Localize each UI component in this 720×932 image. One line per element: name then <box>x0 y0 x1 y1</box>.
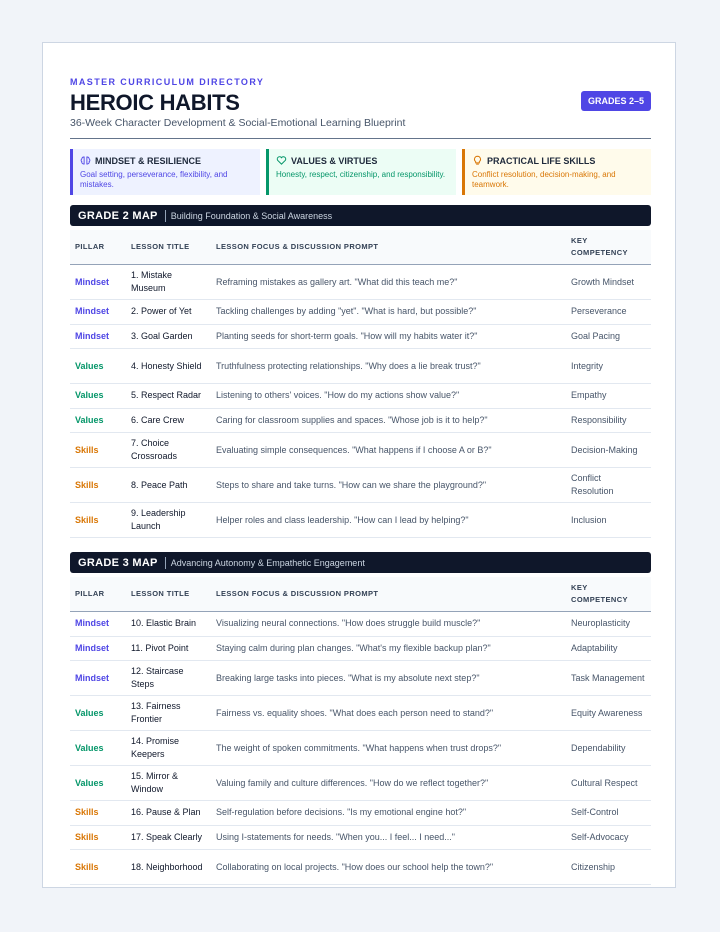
lesson-title-cell: 7. Choice Crossroads <box>126 433 211 468</box>
table-row <box>70 766 651 801</box>
lesson-focus-cell: Fairness vs. equality shoes. "What does each person need to stand?" <box>211 696 566 731</box>
column-header-competency: KEY COMPETENCY <box>566 230 651 265</box>
competency-cell: Goal Pacing <box>566 324 651 349</box>
competency-cell: Self-Control <box>566 801 651 826</box>
lesson-title-cell: 17. Speak Clearly <box>126 825 211 850</box>
lesson-title-cell: 6. Care Crew <box>126 408 211 433</box>
table-row <box>70 300 651 325</box>
pillar-cell: Skills <box>70 468 126 503</box>
competency-cell: Cultural Respect <box>566 766 651 801</box>
lesson-title-cell: 4. Honesty Shield <box>126 349 211 384</box>
pillar-card-skills <box>462 149 651 195</box>
grade-3-band <box>70 552 651 573</box>
lesson-focus-cell: Caring for classroom supplies and spaces. "Whose job is it to help?" <box>211 408 566 433</box>
lesson-title-cell: 5. Respect Radar <box>126 384 211 409</box>
pillar-cell: Mindset <box>70 265 126 300</box>
lesson-focus-cell: Listening to others' voices. "How do my actions show value?" <box>211 384 566 409</box>
pillar-legend <box>70 149 651 195</box>
table-row <box>70 801 651 826</box>
lesson-focus-cell: Steps to share and take turns. "How can we share the playground?" <box>211 468 566 503</box>
column-header-lesson: LESSON TITLE <box>126 230 211 265</box>
pillar-cell: Values <box>70 696 126 731</box>
table-row <box>70 384 651 409</box>
lesson-focus-cell: The weight of spoken commitments. "What happens when trust drops?" <box>211 731 566 766</box>
table-row <box>70 636 651 661</box>
grade-3-subtitle: Advancing Autonomy & Empathetic Engagement <box>170 557 365 568</box>
pillar-cell: Values <box>70 408 126 433</box>
lesson-focus-cell: Helper roles and class leadership. "How can I lead by helping?" <box>211 503 566 538</box>
pillar-cell: Mindset <box>70 661 126 696</box>
competency-cell: Adaptability <box>566 636 651 661</box>
competency-cell: Equity Awareness <box>566 696 651 731</box>
lesson-focus-cell: Visualizing neural connections. "How does struggle build muscle?" <box>211 612 566 637</box>
lesson-title-cell: 16. Pause & Plan <box>126 801 211 826</box>
grade-2-band <box>70 205 651 226</box>
lesson-title-cell: 9. Leadership Launch <box>126 503 211 538</box>
grade-2-title: GRADE 2 MAP <box>78 209 158 222</box>
competency-cell: Self-Advocacy <box>566 825 651 850</box>
table-row <box>70 468 651 503</box>
eyebrow-label: MASTER CURRICULUM DIRECTORY <box>70 77 265 87</box>
lesson-title-cell: 13. Fairness Frontier <box>126 696 211 731</box>
table-row <box>70 265 651 300</box>
column-header-focus: LESSON FOCUS & DISCUSSION PROMPT <box>211 577 566 612</box>
competency-cell: Responsibility <box>566 408 651 433</box>
band-divider <box>165 210 166 222</box>
grade-3-title: GRADE 3 MAP <box>78 556 158 569</box>
pillar-cell: Mindset <box>70 612 126 637</box>
table-row <box>70 612 651 637</box>
table-row <box>70 349 651 384</box>
lesson-focus-cell: Breaking large tasks into pieces. "What is my absolute next step?" <box>211 661 566 696</box>
lesson-title-cell: 1. Mistake Museum <box>126 265 211 300</box>
lesson-focus-cell: Collaborating on local projects. "How does our school help the town?" <box>211 850 566 885</box>
lesson-title-cell: 15. Mirror & Window <box>126 766 211 801</box>
pillar-cell: Skills <box>70 433 126 468</box>
page-title: HEROIC HABITS <box>70 90 240 115</box>
grade-3-table <box>70 577 651 885</box>
pillar-cell: Values <box>70 731 126 766</box>
header-divider <box>70 138 651 139</box>
lesson-focus-cell: Planting seeds for short-term goals. "How will my habits water it?" <box>211 324 566 349</box>
curriculum-page <box>42 42 676 888</box>
competency-cell: Integrity <box>566 349 651 384</box>
table-row <box>70 433 651 468</box>
table-row <box>70 825 651 850</box>
competency-cell: Dependability <box>566 731 651 766</box>
pillar-card-values <box>266 149 456 195</box>
pillar-name: PRACTICAL LIFE SKILLS <box>487 155 596 166</box>
table-row <box>70 850 651 885</box>
pillar-cell: Values <box>70 384 126 409</box>
competency-cell: Citizenship <box>566 850 651 885</box>
competency-cell: Conflict Resolution <box>566 468 651 503</box>
heart-icon <box>276 155 287 166</box>
lesson-focus-cell: Valuing family and culture differences. "How do we reflect together?" <box>211 766 566 801</box>
lesson-title-cell: 14. Promise Keepers <box>126 731 211 766</box>
column-header-lesson: LESSON TITLE <box>126 577 211 612</box>
pillar-card-mindset <box>70 149 260 195</box>
table-header-row <box>70 577 651 612</box>
table-row <box>70 408 651 433</box>
competency-cell: Decision-Making <box>566 433 651 468</box>
lesson-title-cell: 8. Peace Path <box>126 468 211 503</box>
lesson-title-cell: 2. Power of Yet <box>126 300 211 325</box>
table-row <box>70 731 651 766</box>
competency-cell: Perseverance <box>566 300 651 325</box>
lesson-focus-cell: Evaluating simple consequences. "What happens if I choose A or B?" <box>211 433 566 468</box>
column-header-pillar: PILLAR <box>70 577 126 612</box>
table-row <box>70 661 651 696</box>
competency-cell: Empathy <box>566 384 651 409</box>
pillar-description: Goal setting, perseverance, flexibility, and mistakes. <box>80 170 228 189</box>
grade-2-subtitle: Building Foundation & Social Awareness <box>170 210 333 221</box>
grades-badge: GRADES 2–5 <box>581 91 651 111</box>
lesson-focus-cell: Tackling challenges by adding "yet". "What is hard, but possible?" <box>211 300 566 325</box>
lesson-title-cell: 11. Pivot Point <box>126 636 211 661</box>
competency-cell: Neuroplasticity <box>566 612 651 637</box>
pillar-cell: Skills <box>70 850 126 885</box>
pillar-cell: Values <box>70 349 126 384</box>
lesson-focus-cell: Truthfulness protecting relationships. "Why does a lie break trust?" <box>211 349 566 384</box>
pillar-description: Conflict resolution, decision-making, and teamwork. <box>472 170 616 189</box>
lesson-title-cell: 3. Goal Garden <box>126 324 211 349</box>
lesson-focus-cell: Staying calm during plan changes. "What's my flexible backup plan?" <box>211 636 566 661</box>
lesson-focus-cell: Reframing mistakes as gallery art. "What did this teach me?" <box>211 265 566 300</box>
competency-cell: Inclusion <box>566 503 651 538</box>
lesson-title-cell: 10. Elastic Brain <box>126 612 211 637</box>
competency-cell: Task Management <box>566 661 651 696</box>
pillar-cell: Values <box>70 766 126 801</box>
grade-3-rows <box>70 612 651 885</box>
pillar-cell: Skills <box>70 503 126 538</box>
pillar-cell: Skills <box>70 801 126 826</box>
pillar-cell: Mindset <box>70 300 126 325</box>
lesson-focus-cell: Self-regulation before decisions. "Is my emotional engine hot?" <box>211 801 566 826</box>
table-row <box>70 696 651 731</box>
pillar-description: Honesty, respect, citizenship, and responsibility. <box>276 170 446 179</box>
pillar-name: VALUES & VIRTUES <box>291 155 378 166</box>
brain-icon <box>80 155 91 166</box>
lesson-focus-cell: Using I-statements for needs. "When you... I feel... I need..." <box>211 825 566 850</box>
column-header-focus: LESSON FOCUS & DISCUSSION PROMPT <box>211 230 566 265</box>
lesson-title-cell: 12. Staircase Steps <box>126 661 211 696</box>
pillar-cell: Mindset <box>70 324 126 349</box>
table-row <box>70 324 651 349</box>
page-subtitle: 36-Week Character Development & Social-Emotional Learning Blueprint <box>70 117 406 129</box>
grade-2-rows <box>70 265 651 538</box>
pillar-cell: Skills <box>70 825 126 850</box>
band-divider <box>165 557 166 569</box>
pillar-name: MINDSET & RESILIENCE <box>95 155 202 166</box>
grade-2-table <box>70 230 651 538</box>
table-header-row <box>70 230 651 265</box>
competency-cell: Growth Mindset <box>566 265 651 300</box>
column-header-pillar: PILLAR <box>70 230 126 265</box>
pillar-cell: Mindset <box>70 636 126 661</box>
column-header-competency: KEY COMPETENCY <box>566 577 651 612</box>
lesson-title-cell: 18. Neighborhood <box>126 850 211 885</box>
table-row <box>70 503 651 538</box>
lightbulb-icon <box>472 155 483 166</box>
